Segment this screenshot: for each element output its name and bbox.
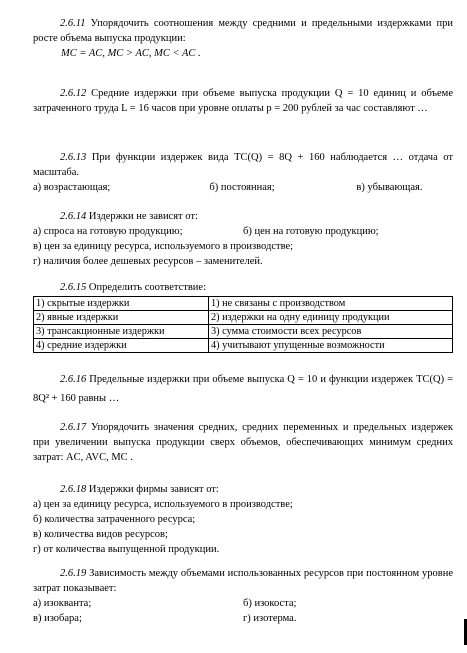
answer-option: б) изокоста; [243,598,297,609]
answer-option: б) количества затраченного ресурса; [33,514,196,525]
answer-option: а) возрастающая; [33,182,111,193]
table-row [34,325,453,339]
table-cell-left: 3) трансакционные издержки [34,325,209,339]
table-cell-left: 2) явные издержки [34,311,209,325]
answer-option: в) убывающая. [356,182,423,193]
question-2-6-14 [33,209,453,269]
answer-option: б) цен на готовую продукцию; [243,226,379,237]
answer-option: г) от количества выпущенной продукции. [33,544,220,555]
question-text: Зависимость между объемами использованных ресурсов при постоянном уровне затрат показывает: [33,568,454,594]
table-row [34,297,453,311]
question-formula: MC = AC, MC > AC, MC < AC . [61,48,201,59]
question-number: 2.6.12 [60,88,87,99]
question-2-6-11 [33,16,453,61]
table-cell-left: 4) средние издержки [34,339,209,353]
question-number: 2.6.14 [60,211,87,222]
table-cell-left: 1) скрытые издержки [34,297,209,311]
question-2-6-13 [33,150,453,195]
question-2-6-12 [33,86,453,116]
answer-option: г) изотерма. [243,613,297,624]
answer-options [33,611,453,626]
table-row [34,311,453,325]
question-text: Предельные издержки при объеме выпуска Q = 10 и функции издержек TC(Q) = 8Q² + 160 равны … [33,374,454,404]
question-text: Упорядочить соотношения между средними и предельными издержками при росте объема выпуска продукции: [33,18,454,44]
table-row [34,339,453,353]
question-2-6-18 [33,482,453,557]
answer-option: а) спроса на готовую продукцию; [33,226,183,237]
table-cell-right: 3) сумма стоимости всех ресурсов [209,325,453,339]
matching-table [33,296,453,353]
answer-option: г) наличия более дешевых ресурсов – заменителей. [33,256,263,267]
question-number: 2.6.17 [60,422,87,433]
question-text: Издержки фирмы зависят от: [88,484,219,495]
question-number: 2.6.18 [60,484,87,495]
question-number: 2.6.11 [60,18,86,29]
question-text: Издержки не зависят от: [88,211,198,222]
answer-option: а) изокванта; [33,598,92,609]
table-cell-right: 2) издержки на одну единицу продукции [209,311,453,325]
question-2-6-16 [33,370,453,408]
question-number: 2.6.19 [60,568,87,579]
question-number: 2.6.13 [60,152,87,163]
question-number: 2.6.16 [60,374,87,385]
question-number: 2.6.15 [60,282,87,293]
answer-option: а) цен за единицу ресурса, используемого в производстве; [33,499,293,510]
question-text: При функции издержек вида TC(Q) = 8Q + 160 наблюдается … отдача от масштаба. [33,152,453,178]
question-2-6-17 [33,420,453,465]
question-2-6-19 [33,566,453,626]
question-text: Средние издержки при объеме выпуска продукции Q = 10 единиц и объеме затраченного труда L = 16 часов при уровне оплаты p = 200 рублей за час составляют … [33,88,453,114]
answer-option: в) изобара; [33,613,82,624]
answer-option: в) количества видов ресурсов; [33,529,168,540]
answer-options [33,180,453,195]
answer-option: в) цен за единицу ресурса, используемого в производстве; [33,241,294,252]
question-text: Упорядочить значения средних, средних переменных и предельных издержек при увеличении выпуска продукции сверх объемов, обеспечивающих минимум средних затрат: AC, AVC, MC . [33,422,454,463]
question-2-6-15 [33,280,453,353]
answer-option: б) постоянная; [209,182,275,193]
answer-options [33,596,453,611]
table-cell-right: 4) учитывают упущенные возможности [209,339,453,353]
answer-options [33,224,453,239]
table-cell-right: 1) не связаны с производством [209,297,453,311]
question-text: Определить соответствие: [88,282,207,293]
